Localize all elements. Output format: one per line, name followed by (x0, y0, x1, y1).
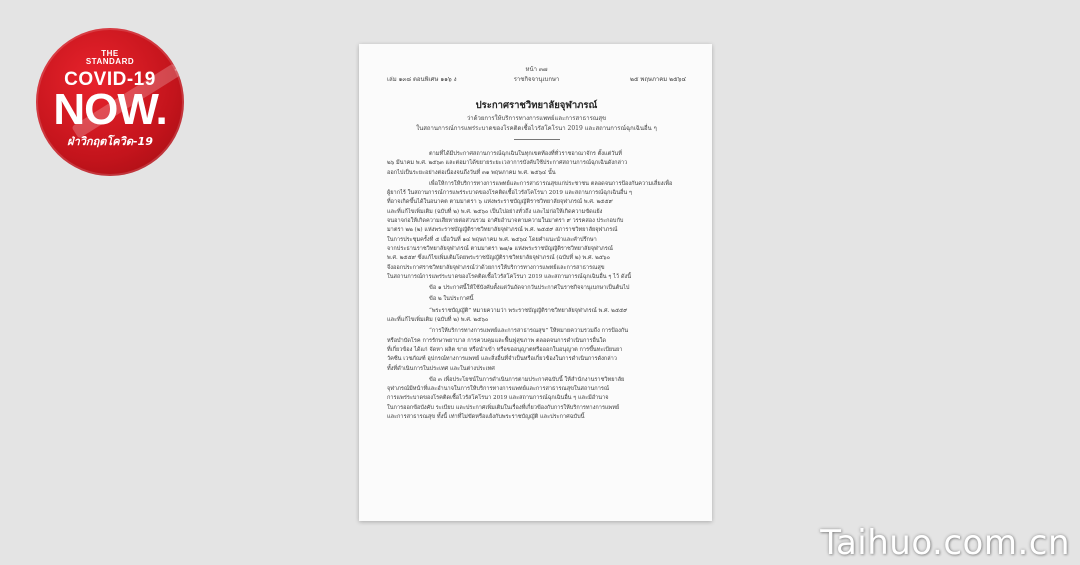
paragraph: ตามที่ได้มีประกาศสถานการณ์ฉุกเฉินในทุกเขตท้องที่ทั่วราชอาณาจักร ตั้งแต่วันที่ ๒๖ มีนาคม พ.ศ. ๒๕๖๓ และต่อมาได้ขยายระยะเวลาการบังคับใช้ประกาศสถานการณ์ฉุกเฉินดังกล่าว ออกไปเป็นระยะอย่างต่อเนื่องจนถึงวันที่ ๓๑ พฤษภาคม พ.ศ. ๒๕๖๔ นั้น (387, 151, 628, 176)
volume-info: เล่ม ๑๓๘ ตอนพิเศษ ๑๑๖ ง (387, 76, 457, 83)
badge-now-text: NOW (53, 85, 156, 134)
paragraph: เพื่อให้การให้บริการทางการแพทย์และการสาธารณสุขแก่ประชาชน ตลอดจนการป้องกันความเสี่ยงเพื่อ ผู้ยากไร้ ในสถานการณ์การแพร่ระบาดของโรคติดเชื้อไวรัสโคโรนา 2019 และสถานการณ์ฉุกเฉินอื่น ๆ ที่อาจเกิดขึ้นได้ในอนาคต ตามมาตรา ๖ แห่งพระราชบัญญัติราชวิทยาลัยจุฬาภรณ์ พ.ศ. ๒๕๕๙ และที่แก้ไขเพิ่มเติม (ฉบับที่ ๒) พ.ศ. ๒๕๖๐ เป็นไปอย่างทั่วถึง และไม่ก่อให้เกิดความขัดแย้ง จนอาจก่อให้เกิดความเสียหายต่อส่วนรวม อาศัยอำนาจตามความในมาตรา ๙ วรรคสอง ประกอบกับ มาตรา ๒๒ (๒) แห่งพระราชบัญญัติราชวิทยาลัยจุฬาภรณ์ พ.ศ. ๒๕๕๙ สภาราชวิทยาลัยจุฬาภรณ์ ในการประชุมครั้งที่ ๕ เมื่อวันที่ ๑๔ พฤษภาคม พ.ศ. ๒๕๖๔ โดยคำแนะนำและคำปรึกษา จากประธานราชวิทยาลัยจุฬาภรณ์ ตามมาตรา ๒๗/๑ แห่งพระราชบัญญัติราชวิทยาลัยจุฬาภรณ์ พ.ศ. ๒๕๕๙ ซึ่งแก้ไขเพิ่มเติมโดยพระราชบัญญัติราชวิทยาลัยจุฬาภรณ์ (ฉบับที่ ๒) พ.ศ. ๒๕๖๐ จึงออกประกาศราชวิทยาลัยจุฬาภรณ์ว่าด้วยการให้บริการทางการแพทย์และการสาธารณสุข ในสถานการณ์การแพร่ระบาดของโรคติดเชื้อไวรัสโคโรนา 2019 และสถานการณ์ฉุกเฉินอื่น ๆ ไว้ ดังนี้ (387, 180, 673, 280)
definition-paragraph: “การให้บริการทางการแพทย์และการสาธารณสุข” ให้หมายความรวมถึง การป้องกัน หรือบำบัดโรค การรักษาพยาบาล การควบคุมและฟื้นฟูสุขภาพ ตลอดจนการดำเนินการอื่นใด ที่เกี่ยวข้อง ได้แก่ จัดหา ผลิต ขาย หรือนำเข้า หรือขออนุญาตหรือออกใบอนุญาต การขึ้นทะเบียนยา วัคซีน เวชภัณฑ์ อุปกรณ์ทางการแพทย์ และสิ่งอื่นที่จำเป็นหรือเกี่ยวข้องในการดำเนินการดังกล่าว ทั้งที่ดำเนินการในประเทศ และในต่างประเทศ (387, 328, 629, 372)
publication-date: ๒๕ พฤษภาคม ๒๕๖๔ (630, 76, 686, 83)
definition-paragraph: “พระราชบัญญัติ” หมายความว่า พระราชบัญญัติราชวิทยาลัยจุฬาภรณ์ พ.ศ. ๒๕๕๙ และที่แก้ไขเพิ่มเติม (ฉบับที่ ๒) พ.ศ. ๒๕๖๐ (387, 307, 628, 324)
document-header (387, 66, 686, 86)
badge-now: NOW. (53, 85, 167, 134)
clause-1: ข้อ ๑ ประกาศนี้ให้ใช้บังคับตั้งแต่วันถัดจากวันประกาศในราชกิจจานุเบกษาเป็นต้นไป (429, 285, 630, 292)
clause-2: ข้อ ๒ ในประกาศนี้ (429, 296, 474, 303)
page-number: หน้า ๓๗ (525, 66, 548, 73)
document-subtitle-2: ในสถานการณ์การแพร่ระบาดของโรคติดเชื้อไวรัสโคโรนา 2019 และสถานการณ์ฉุกเฉินอื่น ๆ (416, 125, 657, 132)
gazette-document-page (359, 44, 712, 521)
gazette-name: ราชกิจจานุเบกษา (513, 76, 560, 83)
badge-tagline: ฝ่าวิกฤตโควิด-19 (67, 135, 153, 148)
title-divider (514, 139, 560, 140)
badge-title: COVID-19 (64, 69, 156, 90)
covid-now-badge-logo (36, 28, 184, 176)
site-watermark: Taihuo.com.cn (820, 523, 1070, 563)
document-title: ประกาศราชวิทยาลัยจุฬาภรณ์ (475, 100, 598, 111)
badge-publisher: THE STANDARD (85, 49, 135, 66)
clause-3: ข้อ ๓ เพื่อประโยชน์ในการดำเนินการตามประกาศฉบับนี้ ให้สำนักงานราชวิทยาลัย จุฬาภรณ์มีหน้าที่และอำนาจในการให้บริการทางการแพทย์และการสาธารณสุขในสถานการณ์ การแพร่ระบาดของโรคติดเชื้อไวรัสโคโรนา 2019 และสถานการณ์ฉุกเฉินอื่น ๆ และมีอำนาจ ในการออกข้อบังคับ ระเบียบ และประกาศเพิ่มเติมในเรื่องที่เกี่ยวข้องกับการให้บริการทางการแพทย์ และการสาธารณสุข ทั้งนี้ เท่าที่ไม่ขัดหรือแย้งกับพระราชบัญญัติ และประกาศฉบับนี้ (387, 376, 625, 421)
document-subtitle-1: ว่าด้วยการให้บริการทางการแพทย์และการสาธารณสุข (466, 115, 607, 122)
